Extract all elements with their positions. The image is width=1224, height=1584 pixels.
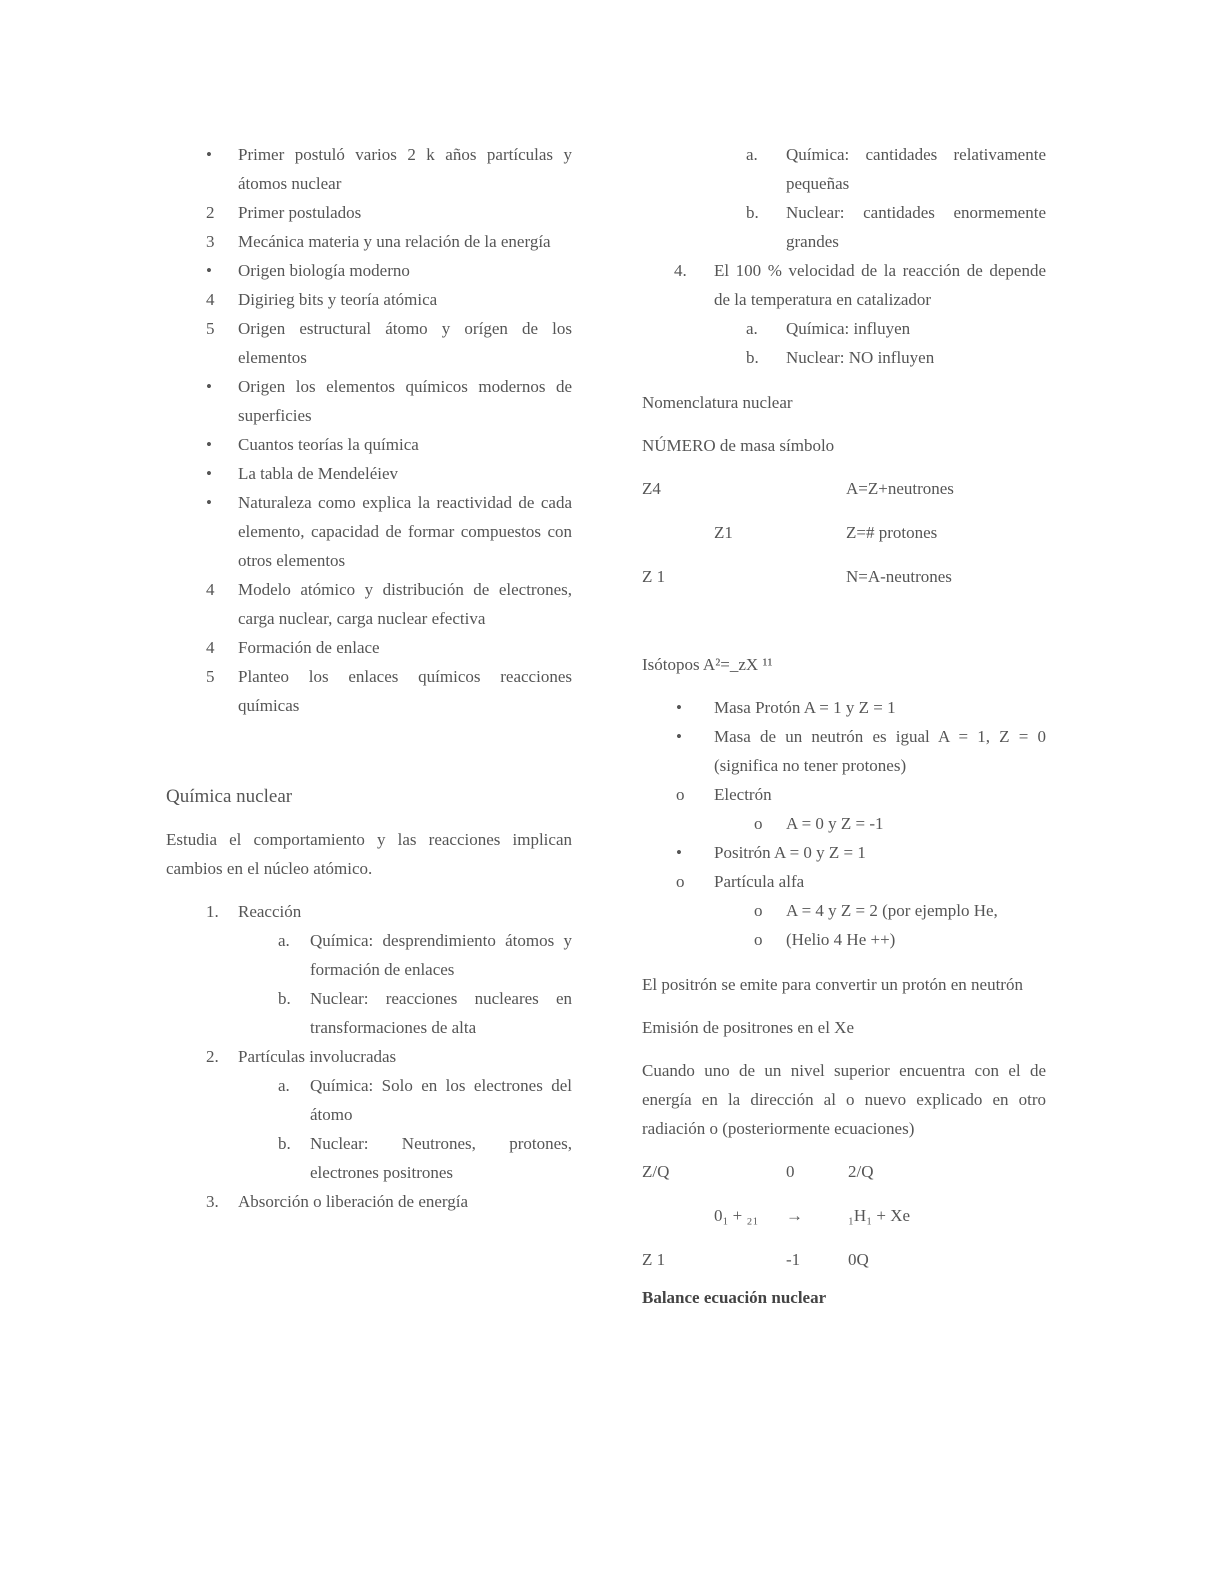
list-item (166, 430, 572, 459)
table-cell: Z 1 (642, 567, 666, 586)
list-item (642, 314, 1046, 343)
list-item (166, 1187, 572, 1216)
table-cell: 0Q (848, 1250, 869, 1269)
list-item-text: El 100 % velocidad de la reacción de depende de la temperatura en catalizador (714, 261, 1046, 309)
list-marker: b. (746, 348, 759, 367)
table-cell: Z 1 (642, 1250, 666, 1269)
isotope-notation: Isótopos A²=_zX ¹¹ (642, 655, 773, 674)
list-marker: a. (746, 145, 758, 164)
list-marker: 5 (206, 319, 215, 338)
list-item-text: Química: desprendimiento átomos y formación de enlaces (310, 931, 572, 979)
list-item (642, 722, 1046, 780)
left-list-top (166, 140, 572, 720)
right-list-top (642, 140, 1046, 372)
list-item (642, 256, 1046, 314)
section-paragraph: Estudia el comportamiento y las reacciones implican cambios en el núcleo atómico. (166, 830, 572, 878)
table-row (642, 474, 1046, 503)
table-row (642, 1201, 1046, 1230)
list-item-text: Origen biología moderno (238, 261, 410, 280)
list-item-text: Partículas involucradas (238, 1047, 397, 1066)
list-item (166, 1042, 572, 1071)
list-item-text: Nuclear: reacciones nucleares en transformaciones de alta (310, 989, 572, 1037)
list-item-text: Naturaleza como explica la reactividad de cada elemento, capacidad de formar compuestos con otros elementos (238, 493, 572, 570)
list-item-text: Digirieg bits y teoría atómica (238, 290, 438, 309)
table-cell: Z/Q (642, 1162, 670, 1181)
table-cell: -1 (786, 1250, 801, 1269)
equation-table (642, 1157, 1046, 1274)
list-marker: b. (278, 989, 291, 1008)
table-row (642, 1245, 1046, 1274)
notation-table (642, 474, 1046, 591)
list-item-text: A = 4 y Z = 2 (por ejemplo He, (786, 901, 998, 920)
emission-paragraph: Cuando uno de un nivel superior encuentra con el de energía en la dirección al o nuevo explicado en otro radiación o (posteriormente ecuaciones) (642, 1061, 1046, 1138)
mass-number-line: NÚMERO de masa símbolo (642, 436, 835, 455)
list-item (166, 1129, 572, 1187)
list-item (642, 867, 1046, 896)
left-column (166, 140, 572, 1216)
list-item-text: Química: influyen (786, 319, 911, 338)
list-marker: o (754, 814, 763, 833)
list-marker: • (206, 145, 212, 164)
list-item (166, 285, 572, 314)
list-item-text: Modelo atómico y distribución de electrones, carga nuclear, carga nuclear efectiva (238, 580, 572, 628)
list-marker: b. (746, 203, 759, 222)
table-cell: 2/Q (848, 1162, 874, 1181)
table-cell: → (786, 1206, 803, 1225)
list-marker: • (676, 698, 682, 717)
table-cell: Z=# protones (846, 523, 938, 542)
list-item-text: Mecánica materia y una relación de la energía (238, 232, 551, 251)
list-item-text: Nuclear: cantidades enormemente grandes (786, 203, 1046, 251)
list-marker: • (206, 464, 212, 483)
list-item-text: A = 0 y Z = -1 (786, 814, 884, 833)
list-item-text: La tabla de Mendeléiev (238, 464, 399, 483)
list-marker: 4 (206, 290, 215, 309)
list-marker: a. (746, 319, 758, 338)
list-item-text: Positrón A = 0 y Z = 1 (714, 843, 866, 862)
list-item (166, 198, 572, 227)
list-marker: o (676, 872, 685, 891)
list-item (642, 343, 1046, 372)
list-item (166, 488, 572, 575)
list-marker: o (676, 785, 685, 804)
table-cell: Z4 (642, 479, 661, 498)
nomenclature-line: Nomenclatura nuclear (642, 393, 793, 412)
list-marker: a. (278, 931, 290, 950)
list-item-text: Absorción o liberación de energía (238, 1192, 469, 1211)
list-item-text: Masa Protón A = 1 y Z = 1 (714, 698, 896, 717)
list-item-text: Origen los elementos químicos modernos de superficies (238, 377, 572, 425)
list-item (642, 809, 1046, 838)
list-marker: 3. (206, 1192, 219, 1211)
list-item (642, 198, 1046, 256)
list-item (642, 140, 1046, 198)
list-item (166, 633, 572, 662)
table-cell: Z1 (714, 523, 733, 542)
list-item (166, 897, 572, 926)
list-item (642, 896, 1046, 925)
list-item-text: (Helio 4 He ++) (786, 930, 896, 949)
list-marker: b. (278, 1134, 291, 1153)
list-marker: 2 (206, 203, 215, 222)
list-marker: • (206, 377, 212, 396)
list-marker: 4 (206, 580, 215, 599)
list-marker: • (206, 435, 212, 454)
list-item (166, 227, 572, 256)
list-item-text: Química: cantidades relativamente pequeñas (786, 145, 1046, 193)
list-item (166, 984, 572, 1042)
list-item (642, 780, 1046, 809)
list-item-text: Nuclear: NO influyen (786, 348, 935, 367)
left-list-bottom (166, 897, 572, 1216)
table-cell: 0₁ + ₂₁ (714, 1206, 759, 1225)
list-item (166, 140, 572, 198)
positron-paragraph: El positrón se emite para convertir un protón en neutrón (642, 975, 1023, 994)
list-item-text: Formación de enlace (238, 638, 380, 657)
list-marker: 2. (206, 1047, 219, 1066)
list-item-text: Reacción (238, 902, 302, 921)
list-item-text: Masa de un neutrón es igual A = 1, Z = 0 (significa no tener protones) (714, 727, 1046, 775)
table-cell: 0 (786, 1162, 795, 1181)
list-marker: o (754, 901, 763, 920)
list-marker: • (676, 843, 682, 862)
section-heading: Química nuclear (166, 786, 293, 807)
right-column (642, 140, 1046, 1326)
list-item-text: Primer postuló varios 2 k años partículas y átomos nuclear (238, 145, 572, 193)
list-marker: a. (278, 1076, 290, 1095)
list-marker: • (206, 493, 212, 512)
table-cell: A=Z+neutrones (846, 479, 954, 498)
list-item-text: Cuantos teorías la química (238, 435, 419, 454)
list-marker: 4. (674, 261, 687, 280)
list-item-text: Electrón (714, 785, 772, 804)
list-marker: • (676, 727, 682, 746)
list-item-text: Química: Solo en los electrones del átomo (310, 1076, 572, 1124)
table-cell: ₁H₁ + Xe (848, 1206, 911, 1225)
list-marker: o (754, 930, 763, 949)
list-item (166, 459, 572, 488)
list-item-text: Primer postulados (238, 203, 362, 222)
list-item-text: Planteo los enlaces químicos reacciones químicas (238, 667, 572, 715)
list-item (642, 693, 1046, 722)
list-item (642, 838, 1046, 867)
list-item-text: Nuclear: Neutrones, protones, electrones positrones (310, 1134, 572, 1182)
list-item (166, 314, 572, 372)
table-row (642, 518, 1046, 547)
list-marker: 4 (206, 638, 215, 657)
list-item (166, 662, 572, 720)
table-row (642, 562, 1046, 591)
list-item-text: Origen estructural átomo y orígen de los elementos (238, 319, 572, 367)
list-item (166, 926, 572, 984)
positron-emission-line: Emisión de positrones en el Xe (642, 1018, 854, 1037)
balance-heading: Balance ecuación nuclear (642, 1288, 827, 1307)
particle-list (642, 693, 1046, 954)
list-item (166, 1071, 572, 1129)
list-item-text: Partícula alfa (714, 872, 805, 891)
list-marker: • (206, 261, 212, 280)
table-cell: N=A-neutrones (846, 567, 952, 586)
list-item (642, 925, 1046, 954)
list-marker: 3 (206, 232, 215, 251)
table-row (642, 1157, 1046, 1186)
list-item (166, 575, 572, 633)
list-item (166, 372, 572, 430)
list-item (166, 256, 572, 285)
list-marker: 1. (206, 902, 219, 921)
list-marker: 5 (206, 667, 215, 686)
